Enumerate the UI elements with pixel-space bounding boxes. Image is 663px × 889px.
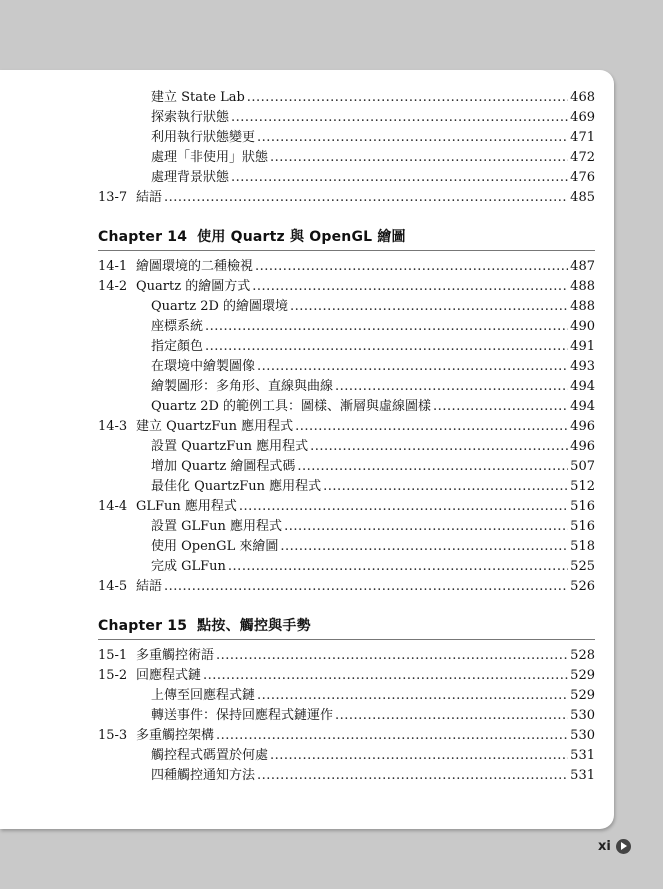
- right-arrow-circle-icon[interactable]: [616, 839, 631, 854]
- dot-leader: [295, 417, 568, 437]
- entry-page-number: 487: [570, 259, 595, 274]
- toc-subsection-entry[interactable]: [98, 477, 595, 497]
- entry-page-number: 529: [570, 688, 595, 703]
- toc-section-entry[interactable]: [98, 646, 595, 666]
- toc-section-entry[interactable]: [98, 577, 595, 597]
- dot-leader: [231, 108, 568, 128]
- entry-title: 增加 Quartz 繪圖程式碼: [151, 459, 296, 474]
- entry-title: 座標系統: [151, 319, 204, 334]
- entry-title: 建立 State Lab: [151, 90, 245, 105]
- entry-title: 指定顏色: [151, 339, 204, 354]
- toc-subsection-entry[interactable]: [98, 128, 595, 148]
- toc-section-entry[interactable]: [98, 666, 595, 686]
- entry-page-number: 516: [570, 499, 595, 514]
- dot-leader: [203, 666, 568, 686]
- dot-leader: [205, 317, 568, 337]
- toc-subsection-entry[interactable]: [98, 746, 595, 766]
- entry-page-number: 471: [570, 130, 595, 145]
- entry-page-number: 512: [570, 479, 595, 494]
- entry-page-number: 531: [570, 768, 595, 783]
- entry-page-number: 531: [570, 748, 595, 763]
- entry-title: 處理「非使用」狀態: [151, 150, 269, 165]
- entry-page-number: 516: [570, 519, 595, 534]
- toc-section-entry[interactable]: [98, 188, 595, 208]
- entry-title: 探索執行狀態: [151, 110, 230, 125]
- entry-title: Quartz 2D 的繪圖環境: [151, 299, 289, 314]
- entry-page-number: 529: [570, 668, 595, 683]
- entry-page-number: 526: [570, 579, 595, 594]
- entry-page-number: 468: [570, 90, 595, 105]
- entry-page-number: 507: [570, 459, 595, 474]
- toc-subsection-entry[interactable]: [98, 517, 595, 537]
- dot-leader: [257, 357, 568, 377]
- entry-page-number: 469: [570, 110, 595, 125]
- section-number: 15-1: [98, 648, 128, 663]
- toc-subsection-entry[interactable]: [98, 168, 595, 188]
- dot-leader: [270, 148, 568, 168]
- entry-title: 設置 GLFun 應用程式: [151, 519, 283, 534]
- toc-section-entry[interactable]: [98, 277, 595, 297]
- toc-subsection-entry[interactable]: [98, 317, 595, 337]
- entry-page-number: 496: [570, 439, 595, 454]
- entry-title: GLFun 應用程式: [136, 499, 237, 514]
- dot-leader: [231, 168, 568, 188]
- dot-leader: [255, 257, 568, 277]
- dot-leader: [216, 726, 568, 746]
- toc-section-entry[interactable]: [98, 417, 595, 437]
- chapter-label: Chapter 15: [98, 618, 188, 634]
- entry-title: 觸控程式碼置於何處: [151, 748, 269, 763]
- toc-subsection-entry[interactable]: [98, 537, 595, 557]
- entry-page-number: 488: [570, 299, 595, 314]
- entry-title: 多重觸控術語: [136, 648, 215, 663]
- entry-title: 最佳化 QuartzFun 應用程式: [151, 479, 322, 494]
- entry-page-number: 476: [570, 170, 595, 185]
- dot-leader: [216, 646, 568, 666]
- section-number: 14-3: [98, 419, 128, 434]
- dot-leader: [164, 188, 568, 208]
- entry-page-number: 530: [570, 728, 595, 743]
- entry-title: 上傳至回應程式鏈: [151, 688, 256, 703]
- dot-leader: [257, 766, 568, 786]
- entry-title: 結語: [136, 579, 163, 594]
- entry-title: 繪圖環境的二種檢視: [136, 259, 254, 274]
- dot-leader: [433, 397, 568, 417]
- toc-subsection-entry[interactable]: [98, 686, 595, 706]
- entry-page-number: 530: [570, 708, 595, 723]
- dot-leader: [290, 297, 568, 317]
- dot-leader: [284, 517, 568, 537]
- toc-section-entry[interactable]: [98, 726, 595, 746]
- dot-leader: [270, 746, 568, 766]
- entry-title: 轉送事件：保持回應程式鏈運作: [151, 708, 334, 723]
- entry-title: 建立 QuartzFun 應用程式: [136, 419, 294, 434]
- toc-subsection-entry[interactable]: [98, 88, 595, 108]
- dot-leader: [335, 377, 568, 397]
- entry-title: 完成 GLFun: [151, 559, 226, 574]
- dot-leader: [205, 337, 568, 357]
- dot-leader: [228, 557, 568, 577]
- entry-page-number: 490: [570, 319, 595, 334]
- page-number: xi: [598, 839, 611, 854]
- toc-subsection-entry[interactable]: [98, 457, 595, 477]
- toc-subsection-entry[interactable]: [98, 377, 595, 397]
- entry-page-number: 528: [570, 648, 595, 663]
- dot-leader: [239, 497, 568, 517]
- dot-leader: [280, 537, 568, 557]
- dot-leader: [247, 88, 568, 108]
- entry-page-number: 496: [570, 419, 595, 434]
- dot-leader: [297, 457, 568, 477]
- entry-title: 結語: [136, 190, 163, 205]
- entry-page-number: 525: [570, 559, 595, 574]
- toc-subsection-entry[interactable]: [98, 706, 595, 726]
- entry-page-number: 494: [570, 399, 595, 414]
- chapter-label: Chapter 14: [98, 229, 188, 245]
- entry-title: Quartz 的繪圖方式: [136, 279, 251, 294]
- dot-leader: [335, 706, 568, 726]
- book-page: [0, 70, 614, 829]
- dot-leader: [164, 577, 568, 597]
- entry-title: 利用執行狀態變更: [151, 130, 256, 145]
- toc-subsection-entry[interactable]: [98, 108, 595, 128]
- entry-page-number: 491: [570, 339, 595, 354]
- entry-page-number: 493: [570, 359, 595, 374]
- dot-leader: [323, 477, 568, 497]
- toc-section-entry[interactable]: [98, 257, 595, 277]
- chapter-heading: [98, 226, 595, 251]
- section-number: 15-2: [98, 668, 128, 683]
- entry-title: 回應程式鏈: [136, 668, 202, 683]
- entry-title: Quartz 2D 的範例工具：圖樣、漸層與虛線圖樣: [151, 399, 432, 414]
- dot-leader: [257, 128, 568, 148]
- toc-subsection-entry[interactable]: [98, 297, 595, 317]
- toc-subsection-entry[interactable]: [98, 337, 595, 357]
- dot-leader: [252, 277, 568, 297]
- entry-title: 設置 QuartzFun 應用程式: [151, 439, 309, 454]
- section-number: 14-2: [98, 279, 128, 294]
- entry-title: 多重觸控架構: [136, 728, 215, 743]
- entry-page-number: 488: [570, 279, 595, 294]
- entry-page-number: 518: [570, 539, 595, 554]
- entry-title: 繪製圖形：多角形、直線與曲線: [151, 379, 334, 394]
- toc-subsection-entry[interactable]: [98, 148, 595, 168]
- entry-page-number: 494: [570, 379, 595, 394]
- entry-title: 四種觸控通知方法: [151, 768, 256, 783]
- toc-section-entry[interactable]: [98, 497, 595, 517]
- entry-title: 使用 OpenGL 來繪圖: [151, 539, 279, 554]
- toc-subsection-entry[interactable]: [98, 557, 595, 577]
- toc-subsection-entry[interactable]: [98, 397, 595, 417]
- entry-page-number: 485: [570, 190, 595, 205]
- section-number: 14-5: [98, 579, 128, 594]
- entry-title: 處理背景狀態: [151, 170, 230, 185]
- section-number: 15-3: [98, 728, 128, 743]
- entry-title: 在環境中繪製圖像: [151, 359, 256, 374]
- toc-subsection-entry[interactable]: [98, 357, 595, 377]
- entry-page-number: 472: [570, 150, 595, 165]
- page-footer: [598, 839, 631, 854]
- dot-leader: [257, 686, 568, 706]
- section-number: 13-7: [98, 190, 128, 205]
- chapter-title: 使用 Quartz 與 OpenGL 繪圖: [197, 229, 406, 245]
- dot-leader: [310, 437, 568, 457]
- toc-subsection-entry[interactable]: [98, 437, 595, 457]
- table-of-contents: [98, 88, 595, 786]
- toc-subsection-entry[interactable]: [98, 766, 595, 786]
- section-number: 14-4: [98, 499, 128, 514]
- chapter-heading: [98, 615, 595, 640]
- chapter-title: 點按、觸控與手勢: [197, 618, 311, 634]
- section-number: 14-1: [98, 259, 128, 274]
